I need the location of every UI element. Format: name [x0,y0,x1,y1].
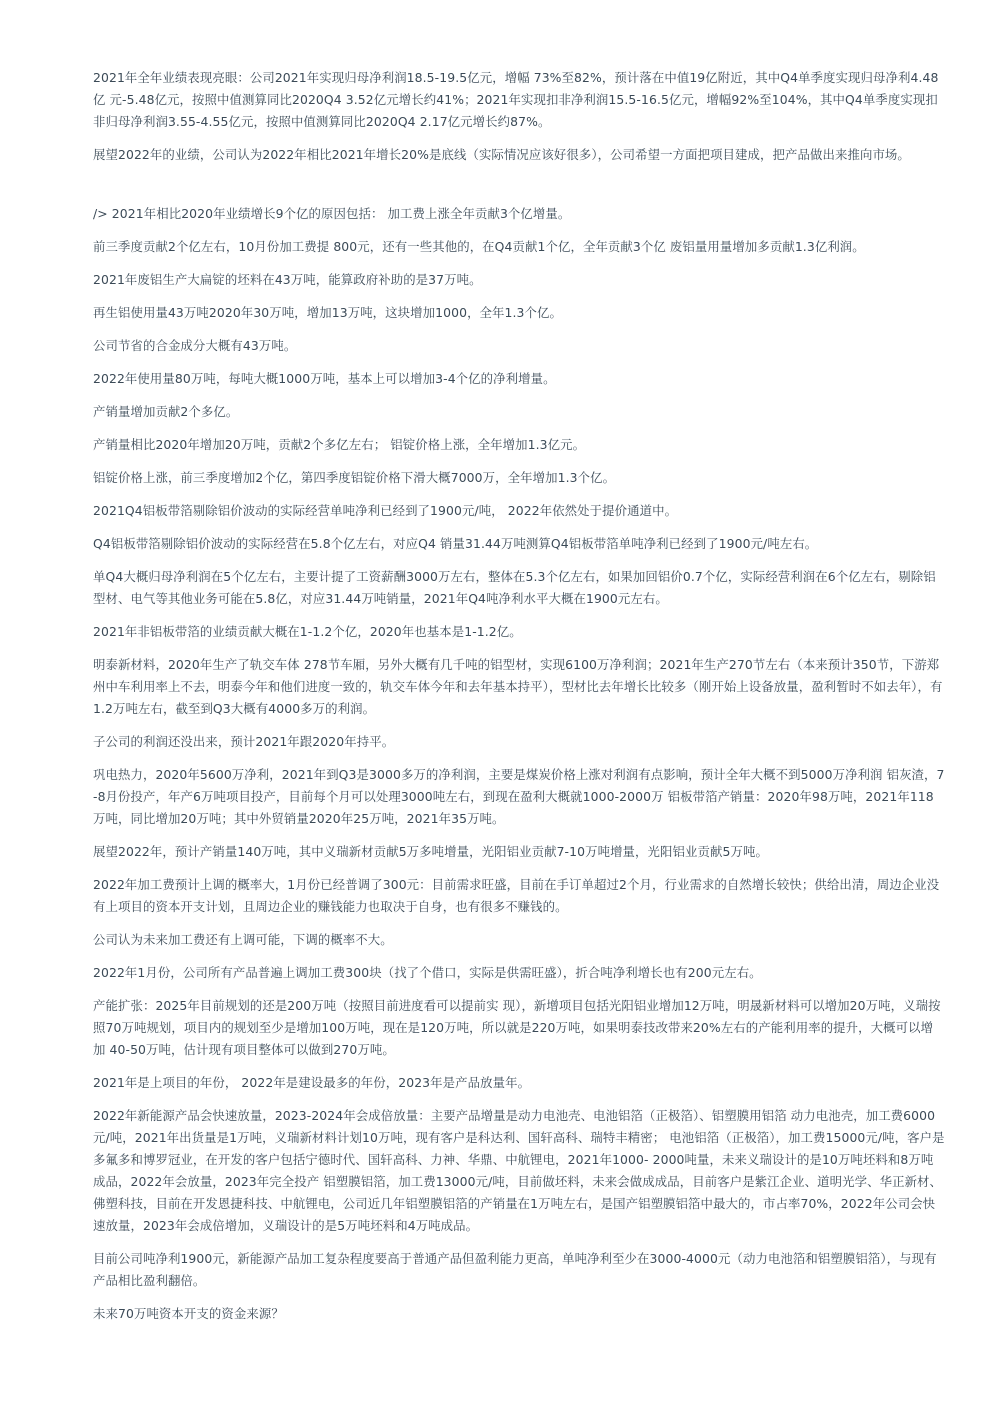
paragraph-gongdian-thermal: 巩电热力，2020年5600万净利，2021年到Q3是3000多万的净利润，主要是煤炭价格上涨对利润有点影响，预计全年大概不到5000万净利润 铝灰渣，7-8月份投产，年产6万吨项目投产，目前每个月可以处理3000吨左右，到现在盈利大概就1000-2000万 铝板带箔产销量：2020年98万吨，2021年118万吨，同比增加20万吨；其中外贸销量2020年25万吨，2021年35万吨。 [93,767,945,826]
paragraph-jan-2022-fee: 2022年1月份，公司所有产品普遍上调加工费300块（找了个借口，实际是供需旺盛），折合吨净利增长也有200元左右。 [93,965,762,980]
paragraph-q4-operating: Q4铝板带箔剔除铝价波动的实际经营在5.8个亿左右，对应Q4 销量31.44万吨测算Q4铝板带箔单吨净利已经到了1900元/吨左右。 [93,536,818,551]
paragraph-volume-increase: 产销量相比2020年增加20万吨，贡献2个多亿左右； 铝锭价格上涨，全年增加1.3亿元。 [93,437,586,452]
paragraph-mingtai-new-material: 明泰新材料，2020年生产了轨交车体 278节车厢，另外大概有几千吨的铝型材，实现6100万净利润；2021年生产270节左右（本来预计350节，下游郑州中车利用率上不去，明泰今年和他们进度一致的，轨交车体今年和去年基本持平），型材比去年增长比较多（刚开始上设备放量，盈利暂时不如去年），有 1.2万吨左右，截至到Q3大概有4000多万的利润。 [93,657,943,716]
paragraph-processing-fee: 前三季度贡献2个亿左右，10月份加工费提 800元，还有一些其他的，在Q4贡献1个亿，全年贡献3个亿 废铝量用量增加多贡献1.3亿利润。 [93,239,865,254]
paragraph-outlook-2022: 展望2022年的业绩，公司认为2022年相比2021年增长20%是底线（实际情况应该好很多），公司希望一方面把项目建成，把产品做出来推向市场。 [93,147,910,162]
paragraph-new-energy-products: 2022年新能源产品会快速放量，2023-2024年会成倍放量：主要产品增量是动力电池壳、电池铝箔（正极箔）、铝塑膜用铝箔 动力电池壳，加工费6000元/吨，2021年出货量是1万吨，义瑞新材料计划10万吨，现有客户是科达利、国轩高科、瑞特丰精密； 电池铝箔（正极箔），加工费15000元/吨，客户是多氟多和博罗冠业，在开发的客户包括宁德时代、国轩高科、力神、华鼎、中航锂电，2021年1000- 2000吨量，未来义瑞设计的是10万吨坯料和8万吨成品，2022年会放量，2023年完全投产 铝塑膜铝箔，加工费13000元/吨，目前做坯料，未来会做成成品，目前客户是紫江企业、道明光学、华正新材、佛塑科技，目前在开发恩捷科技、中航锂电，公司近几年铝塑膜铝箔的产销量在1万吨左右，是国产铝塑膜铝箔中最大的，市占率70%，2022年公司会快速放量，2023年会成倍增加，义瑞设计的是5万吨坯料和4万吨成品。 [93,1108,945,1233]
paragraph-subsidiary-profit: 子公司的利润还没出来，预计2021年跟2020年持平。 [93,734,395,749]
paragraph-volume-contribution: 产销量增加贡献2个多亿。 [93,404,239,419]
paragraph-unit-profit-current: 目前公司吨净利1900元，新能源产品加工复杂程度要高于普通产品但盈利能力更高，单吨净利至少在3000-4000元（动力电池箔和铝塑膜铝箔），与现有产品相比盈利翻倍。 [93,1251,937,1288]
paragraph-recycled-aluminum: 再生铝使用量43万吨2020年30万吨，增加13万吨，这块增加1000，全年1.3个亿。 [93,305,563,320]
section-gap [93,177,945,203]
paragraph-outlook-volume: 展望2022年，预计产销量140万吨，其中义瑞新材贡献5万多吨增量，光阳铝业贡献7-10万吨增量，光阳铝业贡献5万吨。 [93,844,768,859]
paragraph-non-foil: 2021年非铝板带箔的业绩贡献大概在1-1.2个亿，2020年也基本是1-1.2亿。 [93,624,522,639]
paragraph-ingot-price: 铝锭价格上涨，前三季度增加2个亿，第四季度铝锭价格下滑大概7000万，全年增加1.3个亿。 [93,470,616,485]
paragraph-growth-reasons: /> 2021年相比2020年业绩增长9个亿的原因包括： 加工费上涨全年贡献3个亿增量。 [93,206,571,221]
paragraph-usage-2022: 2022年使用量80万吨，每吨大概1000万吨，基本上可以增加3-4个亿的净利增量。 [93,371,556,386]
paragraph-fee-outlook: 公司认为未来加工费还有上调可能，下调的概率不大。 [93,932,393,947]
paragraph-project-years: 2021年是上项目的年份， 2022年是建设最多的年份，2023年是产品放量年。 [93,1075,531,1090]
paragraph-scrap-aluminum: 2021年废铝生产大扁锭的坯料在43万吨，能算政府补助的是37万吨。 [93,272,482,287]
document-page [93,67,945,1336]
paragraph-capex-question: 未来70万吨资本开支的资金来源？ [93,1306,284,1321]
paragraph-q4-net-profit: 单Q4大概归母净利润在5个亿左右，主要计提了工资薪酬3000万左右，整体在5.3个亿左右，如果加回铝价0.7个亿，实际经营利润在6个亿左右，剔除铝型材、电气等其他业务可能在5.8亿，对应31.44万吨销量，2021年Q4吨净利水平大概在1900元左右。 [93,569,936,606]
paragraph-fee-increase: 2022年加工费预计上调的概率大，1月份已经普调了300元：目前需求旺盛，目前在手订单超过2个月，行业需求的自然增长较快；供给出清，周边企业没有上项目的资本开支计划，且周边企业的赚钱能力也取决于自身，也有很多不赚钱的。 [93,877,940,914]
paragraph-capacity-expansion: 产能扩张：2025年目前规划的还是200万吨（按照目前进度看可以提前实 现），新增项目包括光阳铝业增加12万吨，明晟新材料可以增加20万吨，义瑞按照70万吨规划，项目内的规划至少是增加100万吨，现在是120万吨，所以就是220万吨，如果明泰技改带来20%左右的产能利用率的提升，大概可以增加 40-50万吨，估计现有项目整体可以做到270万吨。 [93,998,941,1057]
paragraph-alloy-savings: 公司节省的合金成分大概有43万吨。 [93,338,297,353]
paragraph-q4-unit-profit: 2021Q4铝板带箔剔除铝价波动的实际经营单吨净利已经到了1900元/吨， 2022年依然处于提价通道中。 [93,503,678,518]
paragraph-annual-results: 2021年全年业绩表现亮眼：公司2021年实现归母净利润18.5-19.5亿元，增幅 73%至82%，预计落在中值19亿附近，其中Q4单季度实现归母净利4.48亿 元-5.48亿元，按照中值测算同比2020Q4 3.52亿元增长约41%；2021年实现扣非净利润15.5-16.5亿元，增幅92%至104%，其中Q4单季度实现扣非归母净利润3.55-4.55亿元，按照中值测算同比2020Q4 2.17亿元增长约87%。 [93,70,939,129]
